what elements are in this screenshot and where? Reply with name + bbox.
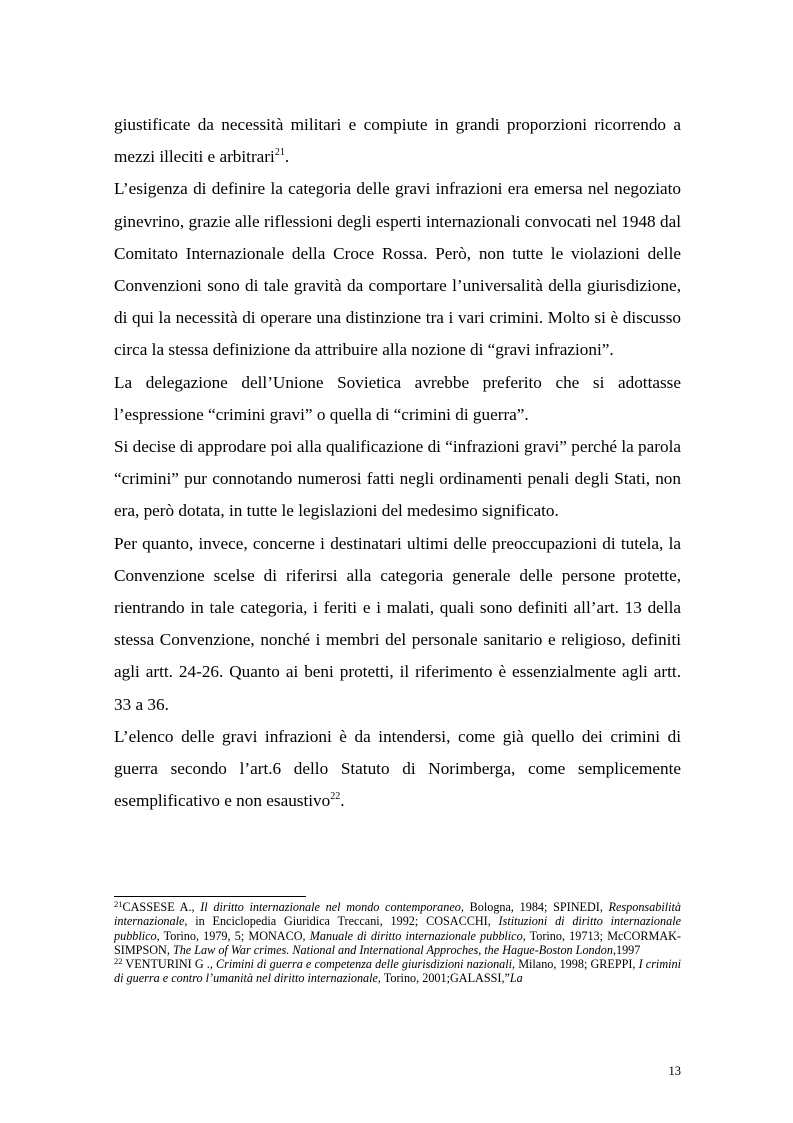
- footnote-number: 22: [114, 956, 123, 967]
- citation-title: The Law of War crimes. National and International Approches, the Hague-Boston London: [172, 942, 613, 957]
- footnote-ref-21[interactable]: 21: [274, 147, 285, 159]
- paragraph-6: L’elenco delle gravi infrazioni è da intendersi, come già quello dei crimini di guerra secondo l’art.6 dello Statuto di Norimberga, come semplicemente esemplificativo e non esaustivo$^{22}$.: [114, 726, 681, 811]
- paragraph-2: L’esigenza di definire la categoria delle gravi infrazioni era emersa nel negoziato ginevrino, grazie alle riflessioni degli esperti internazionali convocati nel 1948 dal Comitato Internazionale della Croce Rossa. Però, non tutte le violazioni delle Convenzioni sono di tale gravità da comportare l’universalità della giurisdizione, di qui la necessità di operare una distinzione tra i vari crimini. Molto si è discusso circa la stessa definizione da attribuire alla nozione di “gravi infrazioni”.: [114, 179, 681, 360]
- citation-title: Crimini di guerra e competenza delle giurisdizioni nazionali,: [216, 957, 516, 972]
- footnotes: [114, 900, 681, 986]
- citation-title: La: [509, 971, 523, 986]
- citation-title: Responsabilità internazionale: [114, 900, 681, 929]
- footnote-22: $^{22}$ VENTURINI G ., Crimini di guerra e competenza delle giurisdizioni nazionali, Milano, 1998; GREPPI, I crimini di guerra e contro l’umanità nel diritto internazionale, Torino, 2001;GALASSI,”La: [114, 956, 681, 986]
- footnote-ref-22[interactable]: 22: [330, 791, 341, 803]
- citation-title: Il diritto internazionale nel mondo contemporaneo: [200, 900, 461, 914]
- footnote-number: 21: [114, 899, 123, 909]
- paragraph-1: giustificate da necessità militari e compiute in grandi proporzioni ricorrendo a mezzi illeciti e arbitrari$^{21}$.: [114, 115, 681, 167]
- footnote-separator: [114, 896, 306, 897]
- citation-title: Manuale di diritto internazionale pubblico: [309, 928, 523, 943]
- paragraph-5: Per quanto, invece, concerne i destinatari ultimi delle preoccupazioni di tutela, la Convenzione scelse di riferirsi alla categoria generale delle persone protette, rientrando in tale categoria, i feriti e i malati, quali sono definiti all’art. 13 della stessa Convenzione, nonché i membri del personale sanitario e religioso, definiti agli artt. 24-26. Quanto ai beni protetti, il riferimento è essenzialmente agli artt. 33 a 36.: [114, 533, 681, 714]
- paragraph-3: La delegazione dell’Unione Sovietica avrebbe preferito che si adottasse l’espressione “crimini gravi” o quella di “crimini di guerra”.: [114, 372, 681, 424]
- citation-title: I crimini di guerra e contro l’umanità nel diritto internazionale,: [114, 957, 681, 986]
- paragraph-4: Si decise di approdare poi alla qualificazione di “infrazioni gravi” perché la parola “crimini” pur connotando numerosi fatti negli ordinamenti penali degli Stati, non era, però dotata, in tutte le legislazioni del medesimo significato.: [114, 437, 681, 521]
- citation-title: Istituzioni di diritto internazionale pubblico: [114, 914, 682, 943]
- body-text: [114, 109, 681, 817]
- page-number: 13: [668, 1064, 681, 1078]
- footnote-21: $^{21}$CASSESE A., Il diritto internazionale nel mondo contemporaneo, Bologna, 1984; SPINEDI, Responsabilità internazionale, in Enciclopedia Giuridica Treccani, 1992; COSACCHI, Istituzioni di diritto internazionale pubblico, Torino, 1979, 5; MONACO, Manuale di diritto internazionale pubblico, Torino, 19713; McCORMAK-SIMPSON, The Law of War crimes. National and International Approches, the Hague-Boston London,1997: [114, 899, 682, 957]
